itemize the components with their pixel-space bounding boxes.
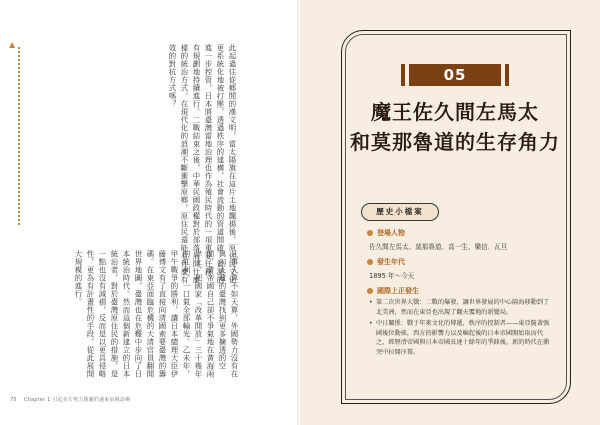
section-heading-text: 登場人物 [377, 229, 405, 237]
section-heading-text: 國際上正發生 [377, 287, 419, 295]
section-text-era: 1895 年～今天 [369, 272, 415, 280]
page-number: 75 [10, 397, 17, 403]
bullet-dot-icon [367, 259, 373, 265]
chapter-title-line-1: 魔王佐久間左馬太 [371, 100, 539, 124]
section-marker-icon: ▲ [9, 40, 16, 49]
section-heading-text: 發生年代 [377, 258, 405, 266]
chapter-number: 05 [409, 64, 501, 86]
page-footer [10, 396, 130, 403]
body-text-bottom [72, 250, 240, 378]
body-paragraph-2: 凡事人算不如天算，外國勢力沒有在與內天遺的臺灣找到更多擴透的空間，清帝國自己卻不爭氣地在黃海兩岸上，把國家「改革開放」三十幾年的紅利，一口氣全部輸光。乙未年，甲午戰爭的勝利，讓日本總理大臣伊藤博文有了直接向清國索要臺灣的籌碼。在東亞面臨危機的大清官員翻開世界地圖，臺灣也在危難中步向了日本統治時代。然而這個新建立的日本統治者，對於臺灣原住民的措施，是一點也沒有減損，反而是以更具侵略性，更為有計畫性的手段，從此展開大規模的進行。 [74, 250, 239, 378]
section-heading-characters [367, 228, 405, 238]
list-item: • 中日關係：戰于年來文化的傳遞，秩序的控制者——東亞隨著強國後位動搖，西方的影響力以及崛起後的日本帝國開始取而代之，經歷清帝國與日本帝國長達十餘年的爭鋒後，新的時代在衝突中拉開序幕。 [369, 319, 553, 357]
section-heading-era [367, 257, 405, 267]
international-events-list [369, 298, 553, 359]
dashed-rule [18, 47, 20, 225]
bullet-dot-icon [367, 288, 373, 294]
history-file-badge: 歷史小檔案 [361, 203, 439, 221]
section-text-characters: 佐久間左馬太、莫那魯道、高一生、樂信．瓦旦 [369, 243, 508, 251]
chapter-title-line-2: 和莫那魯道的生存角力 [350, 130, 560, 154]
body-text-top [166, 44, 238, 284]
section-heading-international [367, 286, 419, 296]
list-item: • 第二次世界大戰：二戰的爆發，讓世界發展的中心隔海移動到了北美洲，然而在東亞也出現了翻天覆地的新變局。 [369, 298, 553, 317]
bullet-dot-icon [367, 230, 373, 236]
running-footer: Chapter 1 引起多方勢力覬覦的遠東前緣島嶼 [23, 397, 131, 403]
body-paragraph-1: 此起過往從鄉間的漢文明，當太陽旗在這片土地飄揚後，原住民文化更系統化地被打壓，透過秩序的建構，社會流動的管道開啟，資源的進一步控管，日本將臺灣當地治理也作為殖民時代的一項重要任務，有規劃地持續進行。二戰結束之後，中華民國政權對於部落展開什麼樣的統治方式，在現代化的浪潮不斷衝擊原鄉，原住民還能有什麼有效的對抗方式嗎？ [168, 44, 237, 284]
